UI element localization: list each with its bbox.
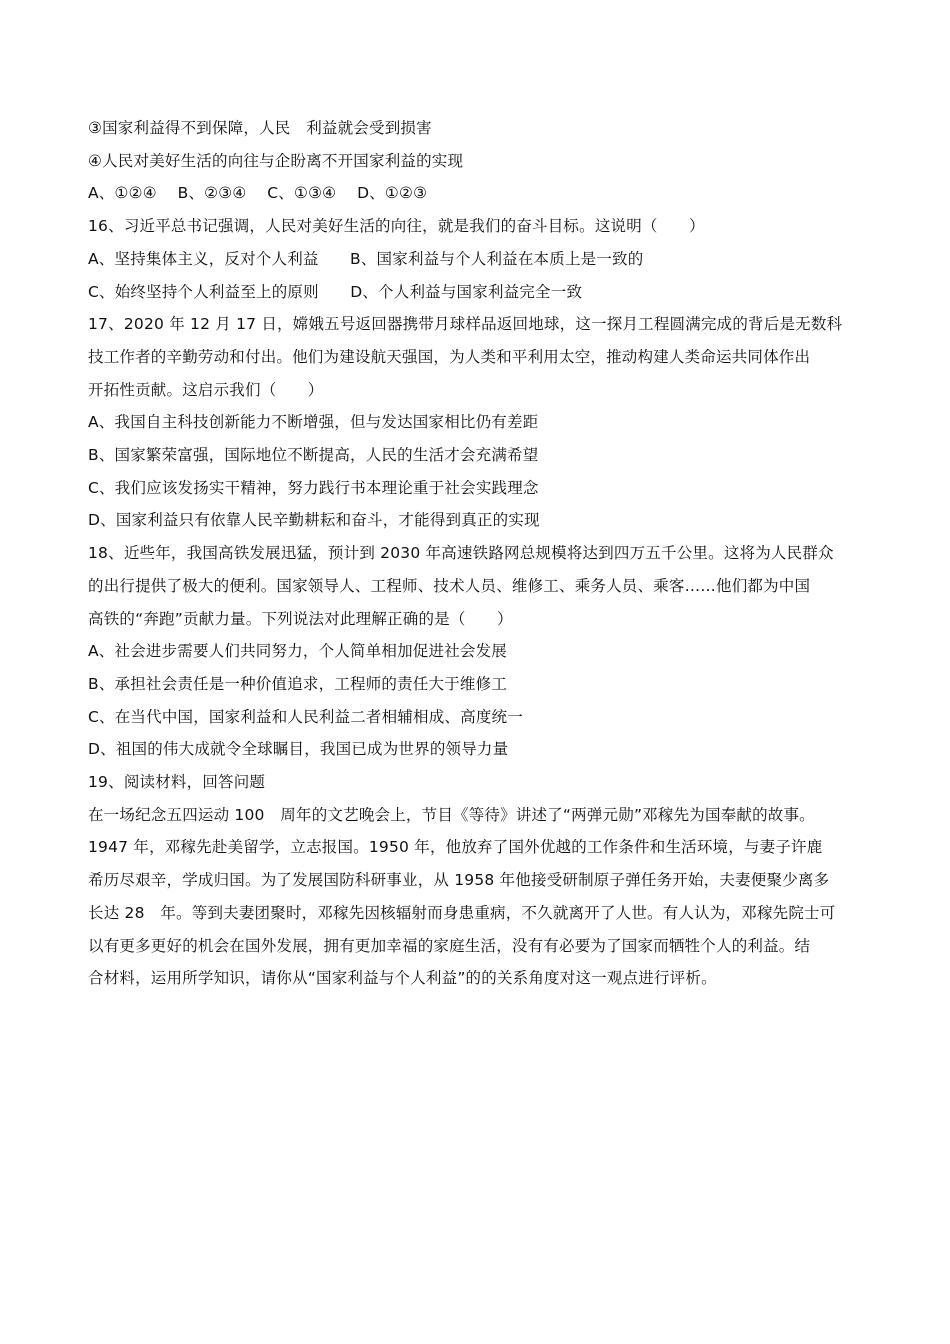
- question-17-option-d: D、国家利益只有依靠人民辛勤耕耘和奋斗，才能得到真正的实现: [88, 511, 540, 530]
- document-body: [88, 112, 866, 995]
- question-18-option-b: B、承担社会责任是一种价值追求，工程师的责任大于维修工: [88, 674, 508, 693]
- question-18-stem-line-3: 高铁的“奔跑”贡献力量。下列说法对此理解正确的是（ ）: [88, 609, 513, 628]
- question-17-stem-line-2: 技工作者的辛勤劳动和付出。他们为建设航天强国，为人类和平利用太空，推动构建人类命运共同体作出: [88, 347, 811, 366]
- question-19-heading: 19、阅读材料，回答问题: [88, 773, 266, 792]
- question-16-stem: 16、习近平总书记强调，人民对美好生活的向往，就是我们的奋斗目标。这说明（ ）: [88, 217, 705, 236]
- question-19-material-line-2: 1947 年，邓稼先赴美留学，立志报国。1950 年，他放弃了国外优越的工作条件和生活环境，与妻子许鹿: [88, 838, 823, 857]
- question-19-material-line-1: 在一场纪念五四运动 100 周年的文艺晚会上，节目《等待》讲述了“两弹元勋”邓稼先为国奉献的故事。: [88, 805, 815, 824]
- option-line-3: ③国家利益得不到保障，人民 利益就会受到损害: [88, 119, 432, 137]
- question-18-option-c: C、在当代中国，国家利益和人民利益二者相辅相成、高度统一: [88, 707, 523, 726]
- question-19-material-line-6: 合材料，运用所学知识，请你从“国家利益与个人利益”的的关系角度对这一观点进行评析。: [88, 969, 717, 988]
- question-18-option-d: D、祖国的伟大成就令全球瞩目，我国已成为世界的领导力量: [88, 740, 509, 759]
- question-17-option-a: A、我国自主科技创新能力不断增强，但与发达国家相比仍有差距: [88, 413, 539, 432]
- answer-choices-15: A、①②④ B、②③④ C、①③④ D、①②③: [88, 184, 428, 203]
- question-19-material-line-3: 希历尽艰辛，学成归国。为了发展国防科研事业，从 1958 年他接受研制原子弹任务开始，夫妻便聚少离多: [88, 871, 830, 890]
- question-18-option-a: A、社会进步需要人们共同努力，个人简单相加促进社会发展: [88, 642, 508, 661]
- question-19-material-line-5: 以有更多更好的机会在国外发展，拥有更加幸福的家庭生活，没有有必要为了国家而牺牲个人的利益。结: [88, 936, 811, 955]
- question-17-option-c: C、我们应该发扬实干精神，努力践行书本理论重于社会实践理念: [88, 478, 539, 497]
- question-17-option-b: B、国家繁荣富强，国际地位不断提高，人民的生活才会充满希望: [88, 446, 539, 465]
- option-line-4: ④人民对美好生活的向往与企盼离不开国家利益的实现: [88, 151, 464, 170]
- question-17-stem-line-3: 开拓性贡献。这启示我们（ ）: [88, 380, 324, 399]
- question-17-stem-line-1: 17、2020 年 12 月 17 日，嫦娥五号返回器携带月球样品返回地球，这一探月工程圆满完成的背后是无数科: [88, 315, 843, 334]
- question-19-material-line-4: 长达 28 年。等到夫妻团聚时，邓稼先因核辐射而身患重病，不久就离开了人世。有人认为，邓稼先院士可: [88, 903, 836, 922]
- question-18-stem-line-2: 的出行提供了极大的便利。国家领导人、工程师、技术人员、维修工、乘务人员、乘客……他们都为中国: [88, 576, 811, 595]
- question-16-options-cd: C、始终坚持个人利益至上的原则 D、个人利益与国家利益完全一致: [88, 282, 583, 301]
- question-16-options-ab: A、坚持集体主义，反对个人利益 B、国家利益与个人利益在本质上是一致的: [88, 249, 644, 268]
- question-18-stem-line-1: 18、近些年，我国高铁发展迅猛，预计到 2030 年高速铁路网总规模将达到四万五千公里。这将为人民群众: [88, 544, 834, 563]
